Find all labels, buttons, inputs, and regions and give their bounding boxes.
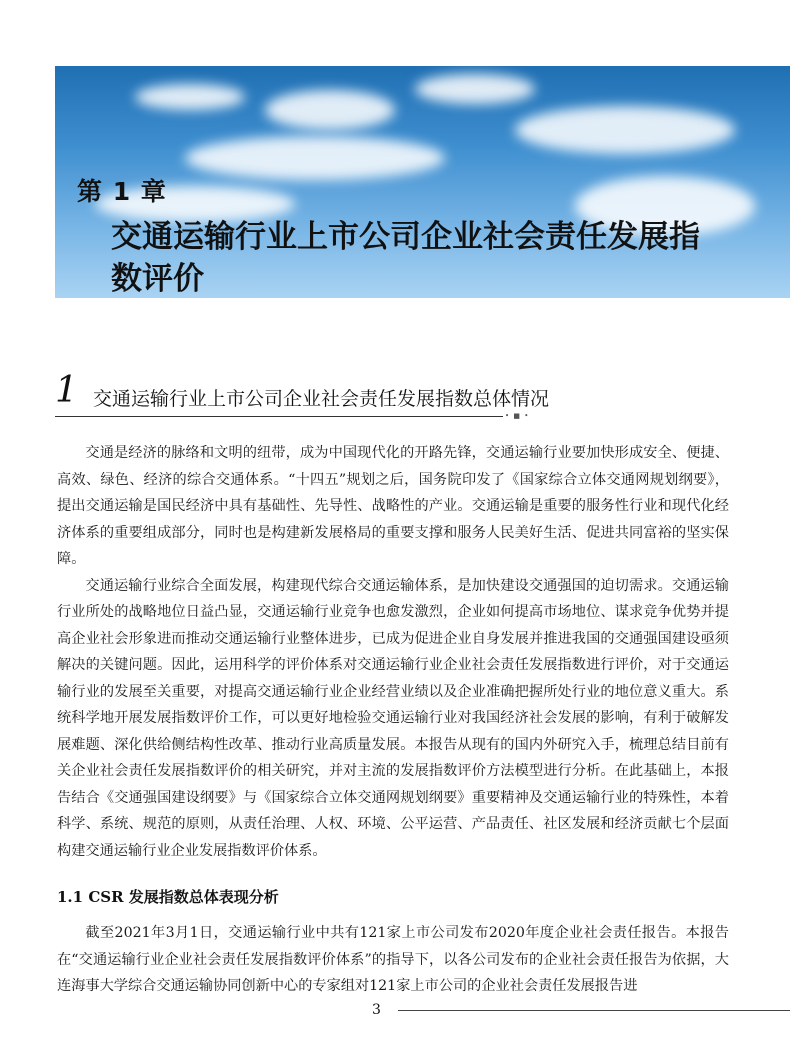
- paragraph: 交通运输行业综合全面发展，构建现代综合交通运输体系，是加快建设交通强国的迫切需求。交通运输行业所处的战略地位日益凸显，交通运输行业竞争也愈发激烈，企业如何提高市场地位、谋求竞争优势并提高企业社会形象进而推动交通运输行业整体进步，已成为促进企业自身发展并推进我国的交通强国建设亟须解决的关键问题。因此，运用科学的评价体系对交通运输行业企业社会责任发展指数进行评价，对于交通运输行业的发展至关重要，对提高交通运输行业企业经营业绩以及企业准确把握所处行业的地位意义重大。系统科学地开展发展指数评价工作，可以更好地检验交通运输行业对我国经济社会发展的影响，有利于破解发展难题、深化供给侧结构性改革、推动行业高质量发展。本报告从现有的国内外研究入手，梳理总结目前有关企业社会责任发展指数评价的相关研究，并对主流的发展指数评价方法模型进行分析。在此基础上，本报告结合《交通强国建设纲要》与《国家综合立体交通网规划纲要》重要精神及交通运输行业的特殊性，本着科学、系统、规范的原则，从责任治理、人权、环境、公平运营、产品责任、社区发展和经济贡献七个层面构建交通运输行业企业发展指数评价体系。: [57, 577, 729, 859]
- section-heading: [55, 370, 775, 420]
- section-number: 1: [55, 370, 78, 411]
- paragraph: 交通是经济的脉络和文明的纽带，成为中国现代化的开路先锋，交通运输行业要加快形成安全、便捷、高效、绿色、经济的综合交通体系。“十四五”规划之后，国务院印发了《国家综合立体交通网规划纲要》，提出交通运输是国民经济中具有基础性、先导性、战略性的产业。交通运输是重要的服务性行业和现代化经济体系的重要组成部分，同时也是构建新发展格局的重要支撑和服务人民美好生活、促进共同富裕的坚实保障。: [57, 445, 729, 567]
- cloud-decoration: [265, 90, 395, 130]
- page-number: 3: [372, 1002, 381, 1018]
- section-dots: • ■ •: [505, 412, 530, 420]
- section-rule: [55, 416, 503, 417]
- subsection-title: 1.1 CSR 发展指数总体表现分析: [57, 888, 279, 906]
- footer-rule: [398, 1010, 790, 1011]
- chapter-label: 第 1 章: [77, 177, 167, 206]
- paragraph: 截至2021年3月1日，交通运输行业中共有121家上市公司发布2020年度企业社会责任报告。本报告在“交通运输行业企业社会责任发展指数评价体系”的指导下，以各公司发布的企业社会责任报告为依据，大连海事大学综合交通运输协同创新中心的专家组对121家上市公司的企业社会责任发展报告进: [57, 925, 729, 994]
- chapter-title: 交通运输行业上市公司企业社会责任发展指数评价: [111, 219, 700, 297]
- cloud-decoration: [415, 74, 535, 104]
- cloud-decoration: [185, 136, 445, 180]
- cloud-decoration: [515, 106, 735, 154]
- section-title: 交通运输行业上市公司企业社会责任发展指数总体情况: [93, 388, 550, 410]
- cloud-decoration: [135, 84, 245, 110]
- chapter-banner: [55, 66, 790, 298]
- subsection-body: [57, 920, 729, 1000]
- body-text: [57, 440, 729, 864]
